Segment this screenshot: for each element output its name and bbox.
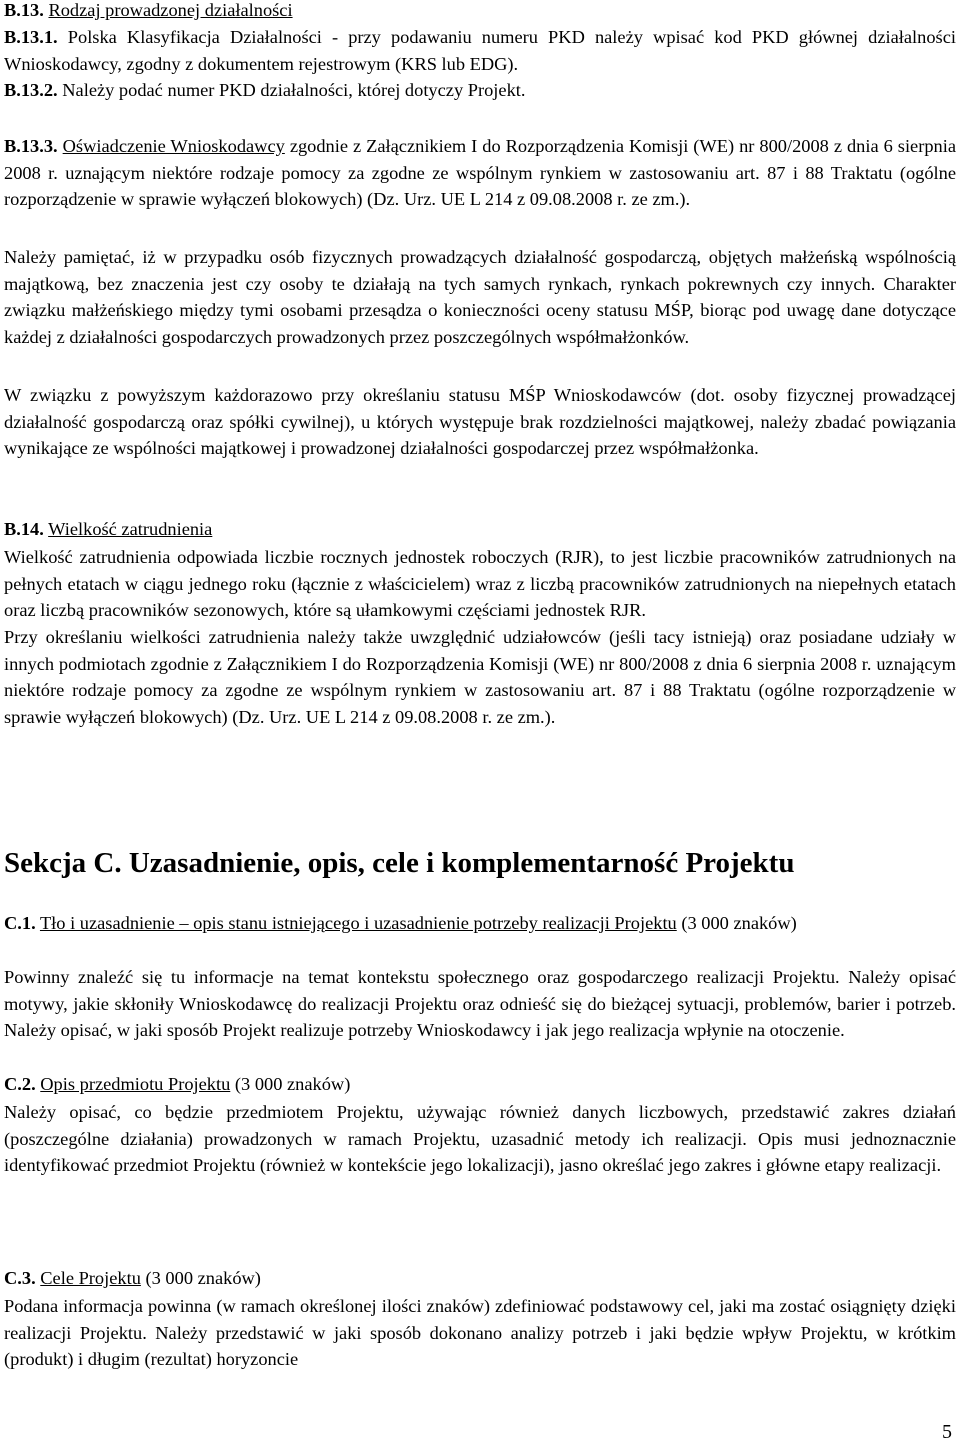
c1-text: Powinny znaleźć się tu informacje na temat kontekstu społecznego oraz gospodarczego realizacji Projektu. Należy opisać motywy, jakie skłoniły Wnioskodawcę do realizacji Projektu oraz odnieść się do bieżącej sytuacji, problemów, barier i potrzeb. Należy opisać, w jaki sposób Projekt realizuje potrzeby Wnioskodawcy i jak jego realizacja wpłynie na otoczenie.	[4, 967, 956, 1041]
section-c-title: Sekcja C. Uzasadnienie, opis, cele i komplementarność Projektu	[4, 847, 795, 879]
c2-number: C.2.	[4, 1074, 36, 1094]
b14-paragraph-2: Przy określaniu wielkości zatrudnienia należy także uwzględnić udziałowców (jeśli tacy istnieją) oraz posiadane udziały w innych podmiotach zgodnie z Załącznikiem I do Rozporządzenia Komisji (WE) nr 800/2008 z dnia 6 sierpnia 2008 r. uznającym niektóre rodzaje pomocy za zgodne ze wspólnym rynkiem w zastosowaniu art. 87 i 88 Traktatu (ogólne rozporządzenie w sprawie wyłączeń blokowych) (Dz. Urz. UE L 214 z 09.08.2008 r. ze zm.).	[4, 627, 956, 728]
b13-2-paragraph	[4, 77, 956, 104]
b13-heading-number: B.13.	[4, 0, 44, 20]
c2-limit: (3 000 znaków)	[234, 1074, 351, 1094]
b13-paragraph-2: W związku z powyższym każdorazowo przy określaniu statusu MŚP Wnioskodawców (dot. osoby fizycznej prowadzącej działalność gospodarczą oraz spółki cywilnej), u których występuje brak rozdzielności majątkowej, należy zbadać powiązania wynikające ze wspólności majątkowej i prowadzonej działalności gospodarczej przez współmałżonka.	[4, 385, 956, 459]
c3-number: C.3.	[4, 1268, 36, 1288]
b13-3-paragraph	[4, 133, 956, 213]
b14-heading-title: Wielkość zatrudnienia	[48, 519, 213, 539]
b13-2-text: Należy podać numer PKD działalności, której dotyczy Projekt.	[62, 80, 526, 100]
b13-1-text: Polska Klasyfikacja Działalności - przy podawaniu numeru PKD należy wpisać kod PKD głównej działalności Wnioskodawcy, zgodny z dokumentem rejestrowym (KRS lub EDG).	[4, 27, 956, 74]
b14-paragraph-1: Wielkość zatrudnienia odpowiada liczbie rocznych jednostek roboczych (RJR), to jest liczbie pracowników zatrudnionych na pełnych etatach w ciągu jednego roku (łącznie z właścicielem) wraz z liczbą pracowników zatrudnionych na niepełnych etatach oraz liczbą pracowników sezonowych, które są ułamkowymi częściami jednostek RJR.	[4, 547, 956, 621]
c3-text: Podana informacja powinna (w ramach określonej ilości znaków) zdefiniować podstawowy cel, jaki ma zostać osiągnięty dzięki realizacji Projektu. Należy przedstawić w jaki sposób dokonano analizy potrzeb i jaki będzie wpływ Projektu, w krótkim (produkt) i długim (rezultat) horyzoncie	[4, 1296, 956, 1370]
c3-heading	[4, 1265, 956, 1292]
c1-limit: (3 000 znaków)	[681, 913, 797, 933]
c2-title: Opis przedmiotu Projektu	[40, 1074, 231, 1094]
c3-title: Cele Projektu	[40, 1268, 141, 1288]
c1-number: C.1.	[4, 913, 36, 933]
b13-3-number: B.13.3.	[4, 136, 58, 156]
b13-1-paragraph	[4, 24, 956, 77]
b13-heading-title: Rodzaj prowadzonej działalności	[48, 0, 293, 20]
c1-title: Tło i uzasadnienie – opis stanu istniejącego i uzasadnienie potrzeby realizacji Projektu	[39, 913, 677, 933]
b14-heading	[4, 516, 956, 543]
b13-paragraph-1: Należy pamiętać, iż w przypadku osób fizycznych prowadzących działalność gospodarczą, objętych małżeńską wspólnością majątkową, bez znaczenia jest czy osoby te działają na tych samych rynkach, rynkach pokrewnych czy innych. Charakter związku małżeńskiego między tymi osobami przesądza o konieczności oceny statusu MŚP, biorąc pod uwagę dane dotyczące każdej z działalności gospodarczych prowadzonych przez poszczególnych współmałżonków.	[4, 247, 956, 348]
c3-limit: (3 000 znaków)	[145, 1268, 261, 1288]
b13-heading	[4, 0, 956, 24]
c2-heading	[4, 1071, 956, 1098]
b13-1-number: B.13.1.	[4, 27, 58, 47]
b13-3-text: zgodnie z Załącznikiem I do Rozporządzenia Komisji (WE) nr 800/2008 z dnia 6 sierpnia 2008 r. uznającym niektóre rodzaje pomocy za zgodne ze wspólnym rynkiem w zastosowaniu art. 87 i 88 Traktatu (ogólne rozporządzenie w sprawie wyłączeń blokowych) (Dz. Urz. UE L 214 z 09.08.2008 r. ze zm.).	[4, 136, 957, 210]
c2-text: Należy opisać, co będzie przedmiotem Projektu, używając również danych liczbowych, przedstawić zakres działań (poszczególne działania) prowadzonych w ramach Projektu, uzasadnić metody ich realizacji. Opis musi jednoznacznie identyfikować przedmiot Projektu (również w kontekście jego lokalizacji), jasno określać jego zakres i główne etapy realizacji.	[4, 1102, 956, 1176]
page-number: 5	[942, 1421, 952, 1443]
b14-heading-number: B.14.	[4, 519, 44, 539]
b13-3-title: Oświadczenie Wnioskodawcy	[62, 136, 285, 156]
b13-2-number: B.13.2.	[4, 80, 58, 100]
c1-paragraph	[4, 910, 956, 937]
